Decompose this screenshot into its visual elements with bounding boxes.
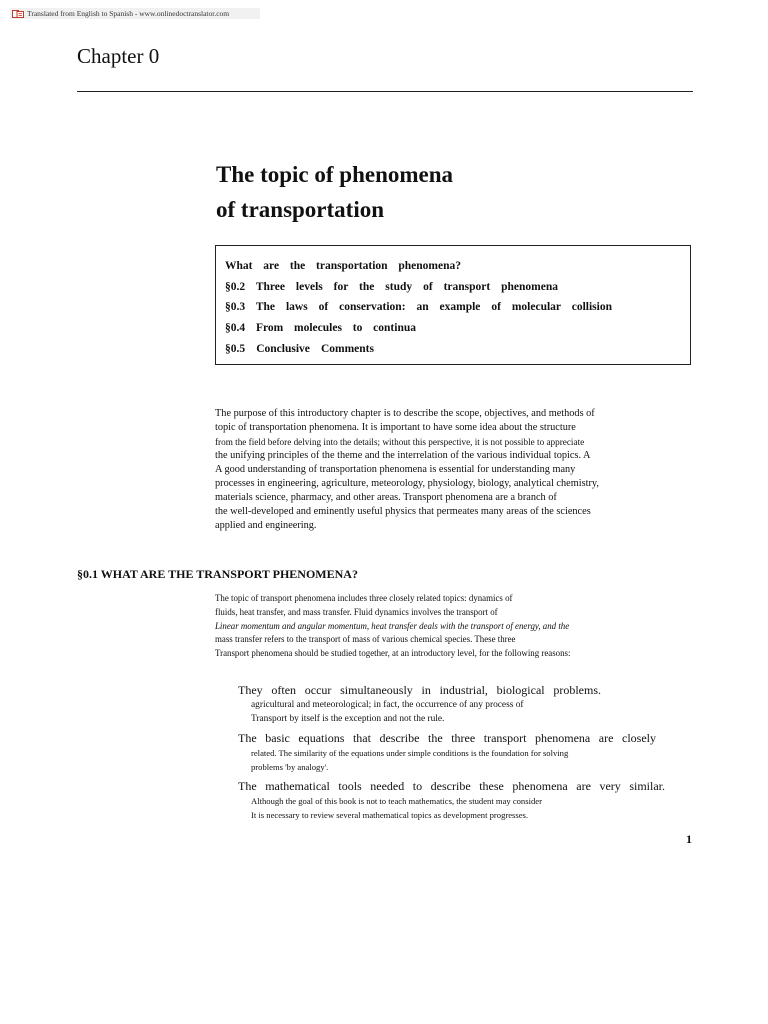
chapter-divider	[77, 91, 693, 92]
intro-line: A good understanding of transportation phenomena is essential for understanding many	[215, 464, 576, 475]
section-line: mass transfer refers to the transport of mass of various chemical species. These three	[215, 634, 516, 645]
chapter-title	[216, 157, 453, 227]
intro-line: applied and engineering.	[215, 520, 317, 531]
toc-item: §0.4 From molecules to continua	[225, 322, 416, 335]
reason-item	[238, 778, 668, 822]
section-paragraph	[215, 592, 615, 661]
toc-item: §0.5 Conclusive Comments	[225, 342, 374, 355]
reason-detail-line: agricultural and meteorological; in fact, the occurrence of any process of	[251, 700, 524, 710]
reason-detail-line: related. The similarity of the equations under simple conditions is the foundation for solving	[251, 748, 569, 758]
reason-lead: They often occur simultaneously in industrial, biological problems.	[238, 683, 601, 697]
intro-line: The purpose of this introductory chapter is to describe the scope, objectives, and methods of	[215, 408, 595, 419]
section-line: Transport phenomena should be studied together, at an introductory level, for the following reasons:	[215, 648, 571, 659]
reason-item	[238, 682, 668, 726]
reason-detail-line: Transport by itself is the exception and not the rule.	[251, 713, 445, 724]
reason-lead: The mathematical tools needed to describe these phenomena are very similar.	[238, 779, 665, 793]
chapter-title-line-1: The topic of phenomena	[216, 162, 454, 187]
intro-line: topic of transportation phenomena. It is important to have some idea about the structure	[215, 422, 576, 433]
section-heading: §0.1 WHAT ARE THE TRANSPORT PHENOMENA?	[77, 567, 358, 581]
intro-line: the unifying principles of the theme and the interrelation of the various individual topics. A	[215, 450, 591, 461]
translator-text[interactable]: Translated from English to Spanish - www.onlinedoctranslator.com	[27, 9, 230, 18]
reasons-list	[238, 682, 668, 822]
chapter-label: Chapter 0	[77, 44, 160, 68]
intro-paragraph	[215, 407, 625, 533]
intro-line: materials science, pharmacy, and other areas. Transport phenomena are a branch of	[215, 492, 557, 503]
intro-line: processes in engineering, agriculture, meteorology, physiology, biology, analytical chemistry,	[215, 478, 599, 489]
reason-detail-line: It is necessary to review several mathematical topics as development progresses.	[251, 809, 529, 820]
intro-line: from the field before delving into the details; without this perspective, it is not possible to appreciate	[215, 437, 585, 447]
reason-detail-line: Although the goal of this book is not to teach mathematics, the student may consider	[251, 796, 542, 806]
page-number: 1	[686, 832, 692, 846]
section-line: Linear momentum and angular momentum, heat transfer deals with the transport of energy, and the	[215, 620, 570, 631]
document-translate-icon	[12, 10, 24, 18]
reason-item	[238, 730, 668, 774]
intro-line: the well-developed and eminently useful physics that permeates many areas of the sciences	[215, 506, 591, 517]
reason-detail-line: problems 'by analogy'.	[251, 761, 329, 772]
toc-item: §0.3 The laws of conservation: an example of molecular collision	[225, 301, 612, 314]
reason-detail	[238, 699, 668, 726]
reason-lead: The basic equations that describe the three transport phenomena are closely	[238, 731, 656, 745]
section-line: fluids, heat transfer, and mass transfer. Fluid dynamics involves the transport of	[215, 606, 498, 617]
section-line: The topic of transport phenomena includes three closely related topics: dynamics of	[215, 593, 513, 603]
translator-banner[interactable]	[10, 8, 260, 19]
reason-detail	[238, 747, 668, 774]
toc-item: §0.2 Three levels for the study of transport phenomena	[225, 280, 558, 293]
chapter-contents-box	[215, 245, 691, 365]
toc-item: What are the transportation phenomena?	[225, 260, 461, 272]
chapter-title-line-2: of transportation	[216, 197, 385, 222]
reason-detail	[238, 795, 668, 822]
